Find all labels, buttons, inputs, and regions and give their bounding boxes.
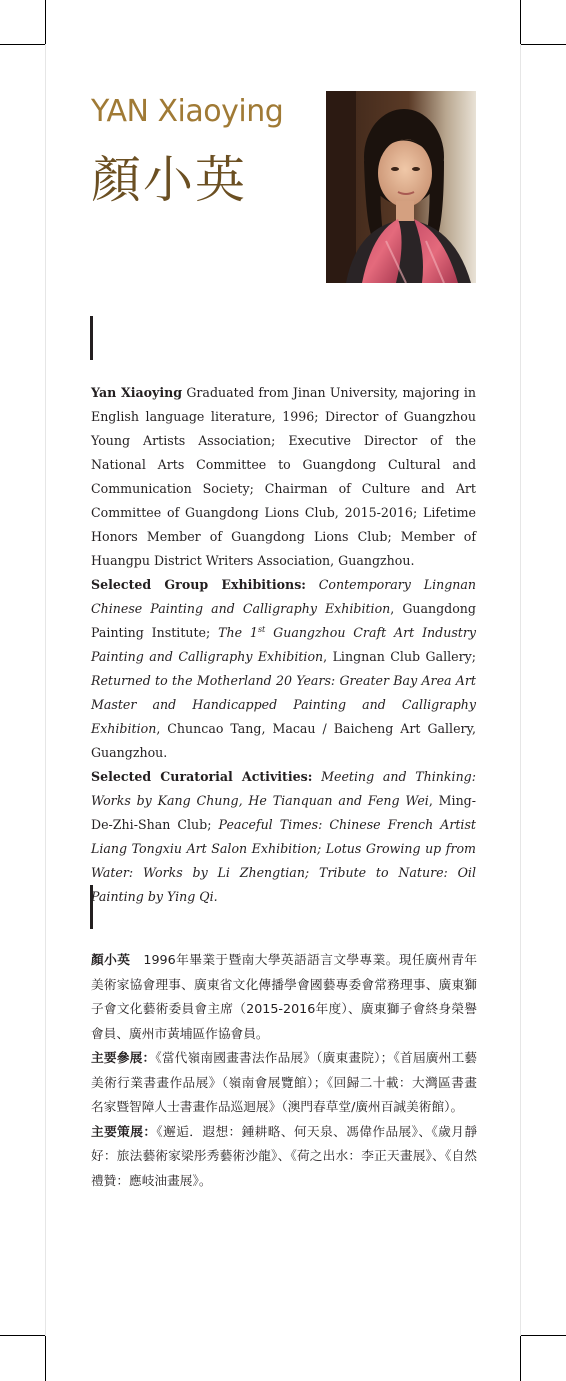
crop-mark [45, 0, 46, 44]
crop-mark [521, 44, 566, 45]
crop-mark [45, 1336, 46, 1381]
group-exhibitions-paragraph [91, 573, 476, 765]
group-exhibitions-label: Selected Group Exhibitions: [91, 577, 306, 592]
bio-zh-group-paragraph [91, 1046, 477, 1120]
group-exhibition-venue: , Guangdong Painting Institute; [91, 601, 476, 640]
curatorial-title: Meeting and Thinking: Works by Kang Chung, He Tianquan and Feng Wei [91, 769, 476, 808]
curatorial-label: Selected Curatorial Activities: [91, 769, 313, 784]
group-exhibition-title: Contemporary Lingnan Chinese Painting and Calligraphy Exhibition [91, 577, 477, 616]
curatorial-paragraph [91, 765, 476, 909]
bio-zh-group-label: 主要參展： [91, 1050, 156, 1065]
bio-zh-lead-text: 1996年畢業于暨南大學英語語言文學專業。現任廣州青年美術家協會理事、廣東省文化傳播學會國藝專委會常務理事、廣東獅子會文化藝術委員會主席（2015-2016年度）、廣東獅子會終身榮譽會員、廣州市黃埔區作協會員。 [91, 952, 478, 1041]
trim-line [520, 44, 521, 1336]
bio-zh-curatorial-paragraph [91, 1120, 477, 1194]
group-exhibition-venue: , Lingnan Club Gallery; [323, 649, 476, 664]
crop-mark [520, 0, 521, 44]
section-bar-en [90, 316, 93, 360]
bio-zh-curatorial-label: 主要策展： [91, 1123, 157, 1139]
bio-zh-curatorial-text: 《邂逅．遐想：鍾耕略、何天泉、馮偉作品展》、《歲月靜好：旅法藝術家梁彤秀藝術沙龍》、《荷之出水：李正天畫展》、《自然禮贊：應岐油畫展》。 [91, 1123, 478, 1188]
artist-portrait [326, 91, 476, 283]
group-exhibition-title: Returned to the Motherland 20 Years: Greater Bay Area Art Master and Handicapped Painting and Calligraphy Exhibition [91, 673, 476, 736]
bio-zh-group-text: 《當代嶺南國畫書法作品展》（廣東畫院）；《首屆廣州工藝美術行業書畫作品展》（嶺南會展覽館）；《回歸二十載：大灣區書畫名家暨智障人士書畫作品巡迴展》（澳門春草堂/廣州百誠美術館）。 [91, 1050, 477, 1114]
group-exhibition-title-part: Guangzhou Craft Art Industry Painting and Calligraphy Exhibition [91, 625, 476, 664]
bio-zh-lead-name: 顏小英 [91, 952, 131, 967]
ordinal-suffix: st [257, 624, 266, 634]
crop-mark [0, 1335, 45, 1336]
crop-mark [520, 1336, 521, 1381]
curatorial-venue: , Ming-De-Zhi-Shan Club; [91, 793, 477, 832]
artist-name-en: YAN Xiaoying [91, 94, 284, 129]
bio-en-paragraph [91, 381, 476, 573]
bio-zh-paragraph [91, 948, 477, 1046]
artist-name-zh: 顏小英 [91, 151, 247, 209]
group-exhibition-title-part: The 1 [218, 625, 258, 640]
curatorial-title: Peaceful Times: Chinese French Artist Liang Tongxiu Art Salon Exhibition; Lotus Growing up from Water: Works by Li Zhengtian; Tribute to Nature: Oil Painting by Ying Qi. [91, 817, 476, 904]
trim-line [45, 44, 46, 1336]
crop-mark [0, 44, 45, 45]
biography-zh [91, 948, 477, 1193]
bio-en-lead-name: Yan Xiaoying [91, 385, 183, 400]
bio-en-lead-text: Graduated from Jinan University, majoring in English language literature, 1996; Director of Guangzhou Young Artists Association; Executive Director of the National Arts Committee to Guangdong Cultural and Communication Society; Chairman of Culture and Art Committee of Guangdong Lions Club, 2015-2016; Lifetime Honors Member of Guangdong Lions Club; Member of Huangpu District Writers Association, Guangzhou. [91, 385, 476, 568]
crop-mark [521, 1335, 566, 1336]
group-exhibition-venue: , Chuncao Tang, Macau / Baicheng Art Gallery, Guangzhou. [91, 721, 476, 760]
biography-en [91, 381, 476, 909]
